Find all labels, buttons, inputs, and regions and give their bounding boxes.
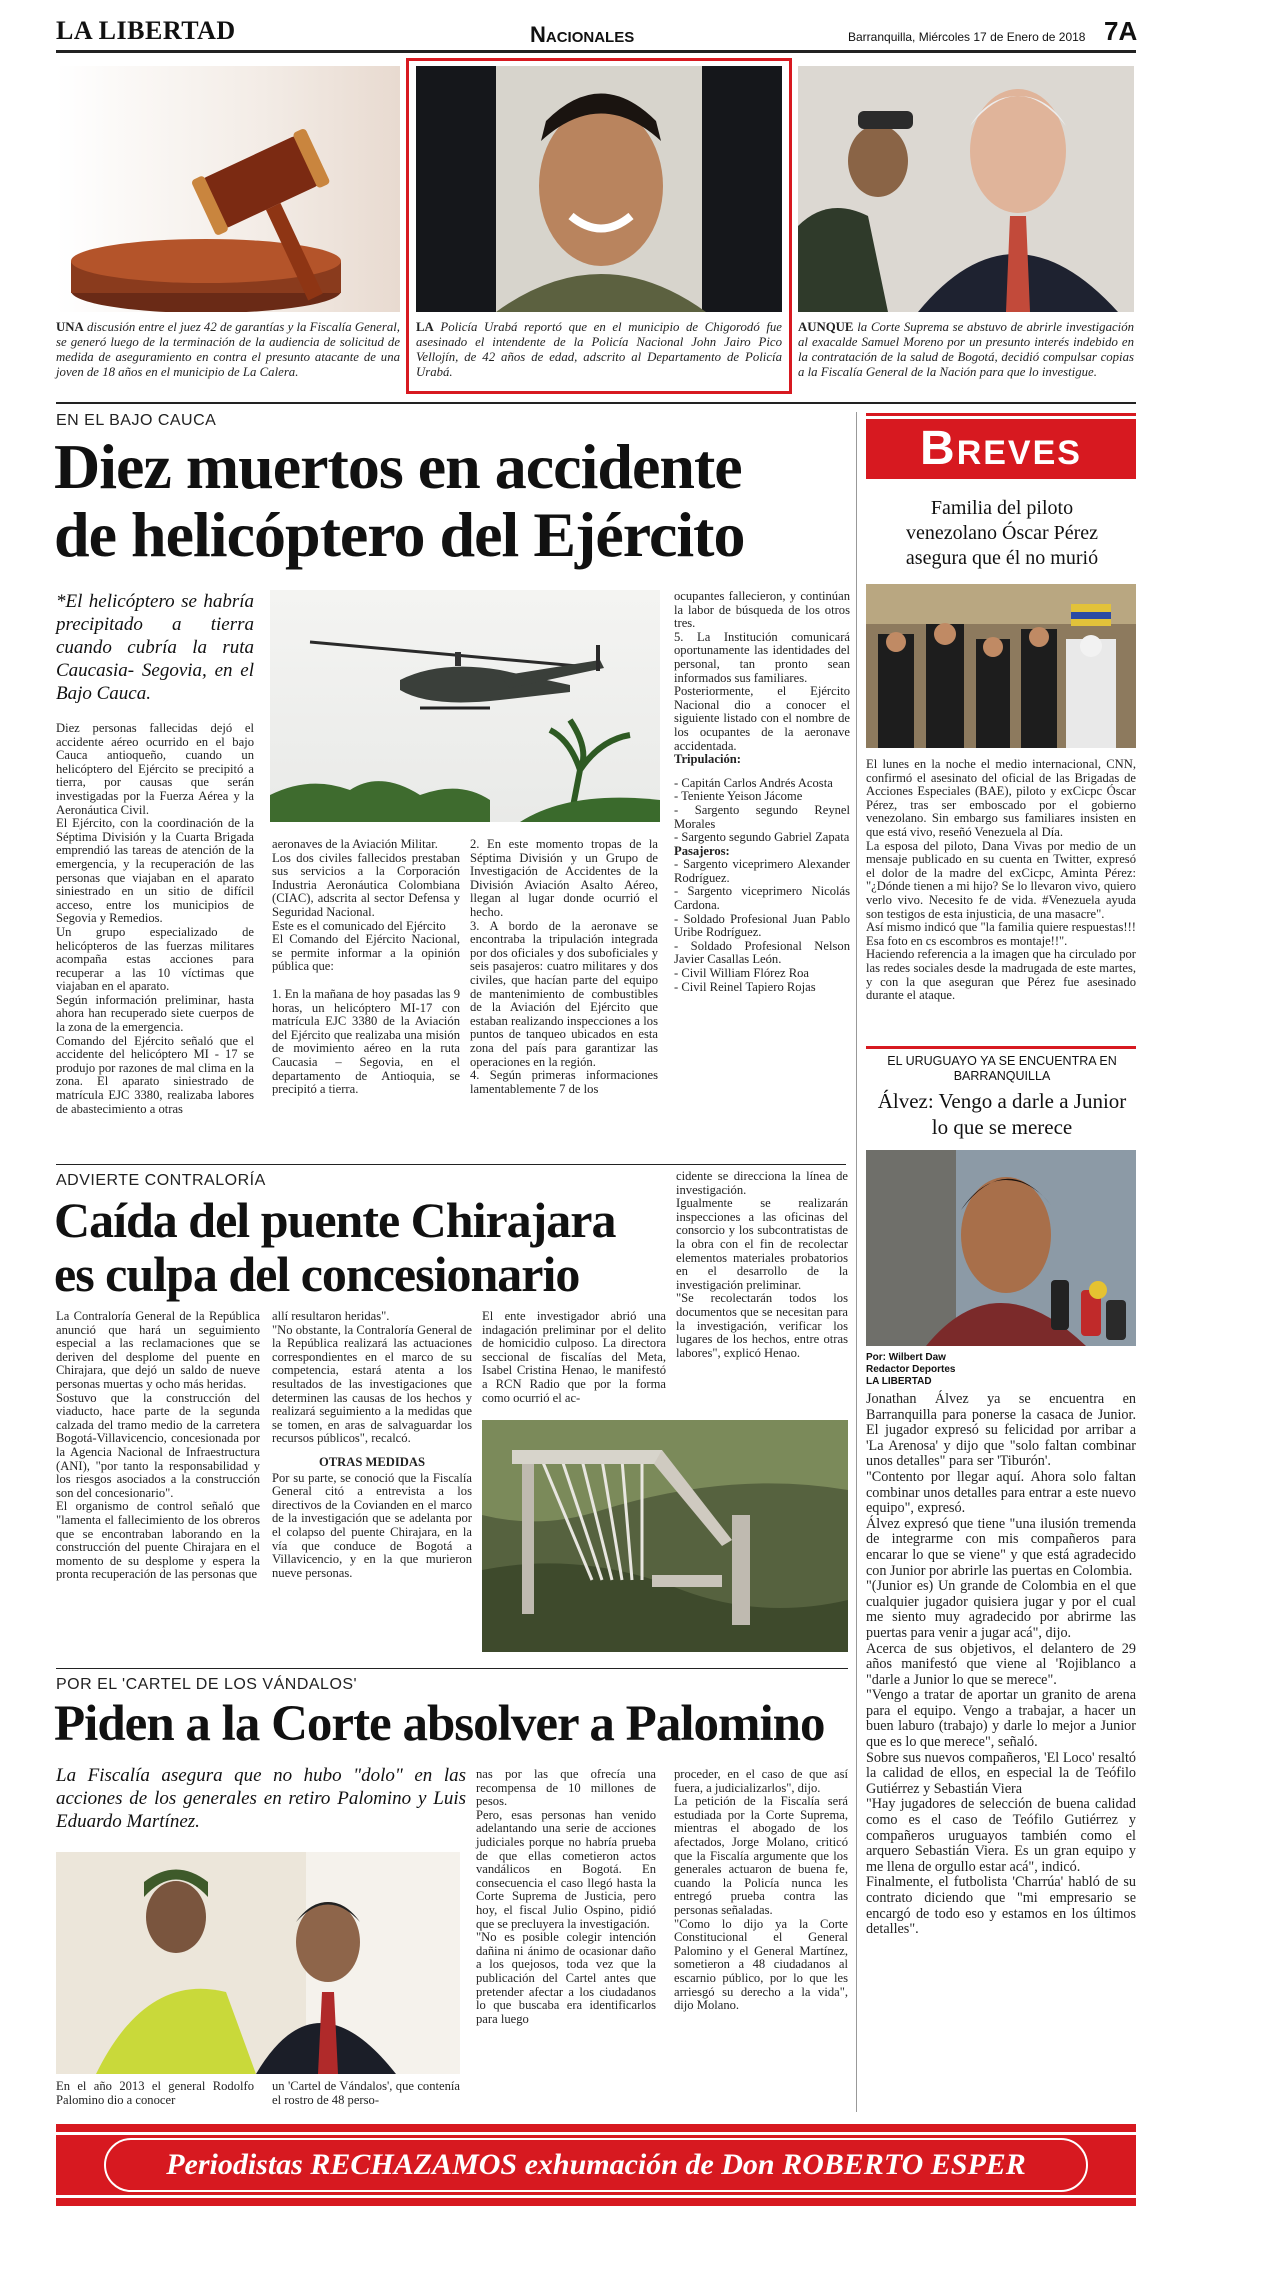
sports-byline-paper: LA LIBERTAD — [866, 1376, 932, 1387]
breves-title: Breves — [920, 422, 1082, 475]
gavel-caption — [56, 320, 400, 380]
story3-col3-p1: nas por las que ofrecía una recompensa de 10 millones de pesos. — [476, 1767, 656, 1809]
story1-crew-1: - Capitán Carlos Andrés Acosta — [674, 775, 833, 790]
story3-kicker: POR EL 'CARTEL DE LOS VÁNDALOS' — [56, 1676, 358, 1693]
sports-kicker: EL URUGUAYO YA SE ENCUENTRA EN BARRANQUILLA — [887, 1054, 1117, 1083]
breves-p3: Así mismo indicó que "la familia quiere respuestas!!! Esa foto en cs escombros es montaje!!". — [866, 920, 1136, 948]
story2-headline-line2: es culpa del concesionario — [54, 1246, 580, 1302]
sports-p2: "Contento por llegar aquí. Ahora solo faltan combinar unos detalles para entrar a este nuevo equipo", expresó. — [866, 1468, 1136, 1517]
gavel-photo — [56, 66, 400, 312]
story2-col3-p1: El ente investigador abrió una indagación preliminar por el delito de homicidio culposo. La directora seccional de fiscalías del Meta, Isabel Cristina Henao, le manifestó a RCN Radio que por la forma como ocurrió el ac- — [482, 1309, 666, 1405]
police-caption — [416, 320, 782, 380]
helicopter-photo — [270, 590, 660, 822]
story3-col1-p1: En el año 2013 el general Rodolfo Palomino dio a conocer — [56, 2079, 254, 2107]
police-caption-lead: LA — [416, 320, 434, 334]
sports-p8: "Hay jugadores de selección de buena calidad como es el caso de Teófilo Gutiérrez y compañeros uruguayos también como el arquero Sebastián Viera. Es un gran equipo y me llena de orgullo estar acá", indicó. — [866, 1796, 1136, 1875]
story3-col3 — [476, 1768, 656, 2026]
sports-p7: Sobre sus nuevos compañeros, 'El Loco' resaltó la calidad de ellos, en especial la de Teófilo Gutiérrez y Sebastián Viera — [866, 1749, 1136, 1797]
story3-col1 — [56, 2080, 254, 2107]
story3-col4 — [674, 1768, 848, 2013]
story1-passenger-4: - Soldado Profesional Nelson Javier Casallas León. — [674, 938, 850, 967]
story1-crew-4: - Sargento segundo Gabriel Zapata — [674, 830, 850, 845]
story2-headline-line1: Caída del puente Chirajara — [54, 1192, 616, 1248]
column-divider — [856, 412, 857, 2112]
story1-col2 — [272, 838, 460, 1097]
story1-col4-p3: Posteriormente, el Ejército Nacional dio a conocer el siguiente listado con el nombre de los ocupantes de la aeronave accidentada. — [674, 684, 850, 753]
story1-crew-3: - Sargento segundo Reynel Morales — [674, 802, 850, 831]
sports-p3: Álvez expresó que tiene "una ilusión tremenda de integrarme con mis compañeros para encarar lo que se viene" y que está agradecido con Junior por abrirle las puertas en Colombia. — [866, 1515, 1136, 1579]
politician-caption-text: la Corte Suprema se abstuvo de abrirle investigación al exacalde Samuel Moreno por un presunto interés indebido en la contratación de la salud de Bogotá, decidió compulsar copias a la Fiscalía General de la Nación para que lo investigue. — [798, 320, 1134, 379]
story1-col1 — [56, 722, 254, 1116]
story3-col3-p3: "No es posible colegir intención dañina ni ánimo de ocasionar daño a los quejosos, toda vez que la publicación del Cartel antes que pretender afectar a los ciudadanos lo que buscaba era identificarlos para luego — [476, 1930, 656, 2026]
story2-subhead: OTRAS MEDIDAS — [318, 1454, 425, 1469]
story2-col1-p3: El organismo de control señaló que "lamenta el fallecimiento de los obreros que se encontraban laborando en la construcción del puente Chirajara en el momento de su desplome y espera la pronta recuperación de las personas que — [56, 1499, 260, 1582]
bridge-collapse-photo — [482, 1420, 848, 1652]
masthead-section: Nacionales — [530, 22, 635, 47]
politician-photo — [798, 66, 1134, 312]
story1-deck: *El helicóptero se habría precipitado a tierra cuando cubría la ruta Caucasia- Segovia, en el Bajo Cauca. — [56, 591, 254, 704]
story2-col2-p1: allí resultaron heridas". — [272, 1309, 390, 1323]
sports-p9: Finalmente, el futbolista 'Charrúa' habló de su contrato diciendo que "mi empresario se encargó de todo eso y estamos en los últimos detalles". — [866, 1874, 1136, 1938]
story2-col2-p3: Por su parte, se conoció que la Fiscalía General citó a entrevista a los directivos de la Covianden en el marco de la investigación que se adelanta por el colapso del puente Chirajara, en la vía que conduce de Bogotá a Villavicencio, y en la que murieron nueve personas. — [272, 1470, 472, 1580]
gavel-icon — [56, 66, 400, 312]
story1-passenger-5: - Civil William Flórez Roa — [674, 966, 809, 981]
story1-bottom-rule — [56, 1164, 846, 1165]
story1-col1-p2: El Ejército, con la coordinación de la Séptima División y la Cuarta Brigada emprendió las tareas de atención de la emergencia, y la recuperación de las personas que viajaban en el aparato siniestrado en un sitio de difícil acceso, entre los municipios de Segovia y Remedios. — [56, 816, 254, 926]
story2-col1 — [56, 1310, 260, 1582]
story1-col2-p2: Los dos civiles fallecidos prestaban sus servicios a la Corporación Industria Aeronáutica Colombiana (CIAC), adscrita al sector Defensa y Seguridad Nacional. — [272, 850, 460, 919]
story3-col3-p2: Pero, esas personas han venido adelantando una serie de acciones judiciales porque no habría prueba de que ellas cometieron actos vandálicos en Bogotá. En consecuencia el caso llegó hasta la Corte Suprema de Justicia, pero hoy, el fiscal Julio Ospino, pidió que se precluyera la investigación. — [476, 1807, 656, 1931]
breves-p2: La esposa del piloto, Dana Vivas por medio de un mensaje publicado en su cuenta en Twitter, expresó el dolor de la madre del exCicpc, Aminta Pérez: "¿Dónde tienen a mi hijo? Se lo llevaron vivo, quiero verlo vivo. Necesito fe de vida. #Venezuela ayuda son testigos de esta injusticia, de una masacre". — [866, 838, 1136, 921]
story2-col1-p2: Sostuvo que la construcción del viaducto, hace parte de la segunda calzada del tramo medio de la carretera Bogotá-Villavicencio, concesionada por la Agencia Nacional de Infraestructura (ANI), "por tanto la responsabilidad y los riesgos asociados a la construcción son del concesionario". — [56, 1390, 260, 1500]
story2-col4 — [676, 1170, 848, 1360]
story1-col3-p1: 2. En este momento tropas de la Séptima División y un Grupo de Investigación de Accidentes de la División Aviación Asalto Aéreo, llegan al lugar donde ocurrió el hecho. — [470, 837, 658, 919]
story3-col4-p2: La petición de la Fiscalía será estudiada por la Corte Suprema, mientras el abogado de los afectados, Jorge Molano, criticó que la Fiscalía argumente que los generales actuaron de buena fe, cuando la Policía nunca les entregó prueba contra las personas señaladas. — [674, 1794, 848, 1917]
story1-col4-p2: 5. La Institución comunicará oportunamente las identidades del personal, tan pronto sean informados sus familiares. — [674, 629, 850, 685]
story1-col4-p1: ocupantes fallecieron, y continúan la labor de búsqueda de los otros tres. — [674, 589, 850, 631]
story2-col4-p2: Igualmente se realizarán inspecciones a las oficinas del consorcio y los subcontratistas de la obra con el fin de recolectar elementos materiales probatorios en el desarrollo de la investigación preliminar. — [676, 1196, 848, 1292]
sports-headline: Álvez: Vengo a darle a Junior lo que se merece — [877, 1089, 1127, 1139]
masthead-rule — [56, 50, 1136, 53]
story1-col1-p4: Según información preliminar, hasta ahora han recuperado siete cuerpos de la zona de la emergencia. — [56, 992, 254, 1035]
sports-p1: Jonathan Álvez ya se encuentra en Barranquilla para ponerse la casaca de Junior. El jugador expresó su felicidad por arribar a 'La Arenosa' y dijo que "solo faltan combinar unos detalles" para ser 'Tiburón'. — [866, 1391, 1136, 1470]
story1-passenger-6: - Civil Reinel Tapiero Rojas — [674, 979, 816, 994]
gavel-caption-lead: UNA — [56, 320, 84, 334]
story2-col2-p2: "No obstante, la Contraloría General de la República realizará las actuaciones correspondientes en el marco de su competencia, estará atenta a los resultados de las investigaciones que determinen las causas de los hechos y realizará seguimiento a la medidas que se tomen, en aras de salvaguardar los recursos públicos", recalcó. — [272, 1322, 472, 1446]
story2-col4-p3: "Se recolectarán todos los documentos que se necesitan para la investigación, verificar los lugares de los hechos, entre otras labores", explicó Henao. — [676, 1291, 848, 1360]
story1-passengers-title: Pasajeros: — [674, 843, 730, 858]
story1-passenger-1: - Sargento viceprimero Alexander Rodríguez. — [674, 857, 850, 885]
breves-body — [866, 758, 1136, 1003]
police-caption-text: Policía Urabá reportó que en el municipio de Chigorodó fue asesinado el intendente de la Policía Nacional John Jairo Pico Vellojín, de 42 años de edad, adscrito al Departamento de Policía Urabá. — [416, 320, 782, 379]
story3-col4-p3: "Como lo dijo ya la Corte Constitucional el General Palomino y el General Martínez, sometieron a 48 ciudadanos al escarnio público, por lo que les arriesgó su derecho a la vida", dijo Molano. — [674, 1916, 848, 2013]
story3-col2 — [272, 2080, 460, 2107]
story1-col3-p2: 3. A bordo de la aeronave se encontraba la tripulación integrada por dos oficiales y dos suboficiales y seis pasajeros: cuatro militares y dos civiles, que hacían parte del equipo de mantenimiento de combustibles de la Aviación del Ejército que estaban realizando inspecciones a los puntos de tanqueo ubicados en esta zona del país para garantizar las operaciones en la región. — [470, 918, 658, 1069]
police-officer-portrait — [416, 66, 782, 312]
sports-p5: Acerca de sus objetivos, el delantero de 29 años manifestó que viene al 'Rojiblanco a "darle a Junior lo que se merece". — [866, 1640, 1136, 1688]
sports-byline-role: Redactor Deportes — [866, 1364, 956, 1375]
sports-p6: "Vengo a tratar de aportar un granito de arena para el equipo. Vengo a trabajar, a hacer un buen laburo (trabajo) y darle lo mejor a Junior que es lo que merece", señaló. — [866, 1687, 1136, 1751]
story3-col2-p1: un 'Cartel de Vándalos', que contenía el rostro de 48 perso- — [272, 2079, 460, 2107]
story1-col2-p3: Este es el comunicado del Ejército — [272, 918, 446, 933]
story1-headline-line2: de helicóptero del Ejército — [54, 499, 745, 570]
masthead-page-number: 7A — [1104, 16, 1138, 46]
masthead-paper: LA LIBERTAD — [56, 16, 236, 45]
story3-col4-p1: proceder, en el caso de que así fuera, a judicializarlos", dijo. — [674, 1767, 848, 1795]
story1-col4 — [674, 590, 850, 994]
story1-col2-p5: 1. En la mañana de hoy pasadas las 9 horas, un helicóptero MI-17 con matrícula EJC 3380 de la Aviación del Ejército que realizaba una misión de movimiento aéreo en la ruta Caucasia – Segovia, en el departamento de Antioquia, se precipitó a tierra. — [272, 986, 460, 1097]
generals-photo — [56, 1852, 460, 2074]
bottom-banner — [56, 2124, 1136, 2206]
story1-col1-p1: Diez personas fallecidas dejó el accidente aéreo ocurrido en el bajo Cauca antioqueño, cuando un helicóptero del Ejército se precipitó a tierra, por causas que serán investigadas por la Fuerza Aérea y la Aeronáutica Civil. — [56, 721, 254, 817]
story1-crew-title: Tripulación: — [674, 752, 741, 767]
story1-col2-p1: aeronaves de la Aviación Militar. — [272, 837, 438, 851]
breves-p1: El lunes en la noche el medio internacional, CNN, confirmó el asesinato del oficial de las Brigadas de Acciones Especiales (BAE), piloto y exCicpc Óscar Pérez, tras ser emboscado por el gobierno venezolano. Sin embargo sus familiares insisten en que está vivo, reseñó Venezuela al Día. — [866, 757, 1136, 839]
sports-p4: "(Junior es) Un grande de Colombia en el que cualquier jugador quisiera jugar y por el cual me siento muy agradecido por abrirme las puertas para venir a jugar acá", dijo. — [866, 1578, 1136, 1641]
sports-byline — [866, 1352, 1136, 1388]
story1-col1-p3: Un grupo especializado de helicópteros de las fuerzas militares acompaña estas acciones para recuperar a las 10 víctimas que viajaban en el aparato. — [56, 924, 254, 994]
story1-headline-line1: Diez muertos en accidente — [54, 431, 742, 502]
story2-col2 — [272, 1310, 472, 1580]
story1-kicker: EN EL BAJO CAUCA — [56, 412, 217, 429]
story2-col1-p1: La Contraloría General de la República anunció que hará un seguimiento especial a las reclamaciones que se deriven del desplome del puente en Chirajara, que dejó un saldo de nueve personas muertas y ocho más heridas. — [56, 1309, 260, 1391]
breves-p4: Haciendo referencia a la imagen que ha circulado por las redes sociales desde la madrugada de este martes, y con la que aseguran que Pérez fue asesinado durante el ataque. — [866, 947, 1136, 1003]
story1-col1-p5: Comando del Ejército señaló que el accidente del helicóptero MI - 17 se produjo por razones de mal clima en la zona. El aparato siniestrado de matrícula EJC 3380, realizaba labores de abastecimiento a otras — [56, 1033, 254, 1116]
story2-kicker: ADVIERTE CONTRALORÍA — [56, 1172, 266, 1189]
gavel-caption-text: discusión entre el juez 42 de garantías y la Fiscalía General, se generó luego de la terminación de la audiencia de solicitud de medida de aseguramiento en contra el presunto atacante de una joven de 18 años en el municipio de La Calera. — [56, 320, 400, 379]
story2-bottom-rule — [56, 1668, 848, 1669]
story1-col2-p4: El Comando del Ejército Nacional, se permite informar a la opinión pública que: — [272, 932, 460, 974]
story1-col3-p3: 4. Según primeras informaciones lamentablemente 7 de los — [470, 1068, 658, 1096]
bottom-banner-stripe-top — [56, 2132, 1136, 2135]
politician-caption-lead: AUNQUE — [798, 320, 854, 334]
sports-byline-author: Por: Wilbert Daw — [866, 1352, 946, 1363]
sports-red-rule — [866, 1046, 1136, 1049]
politician-caption — [798, 320, 1134, 380]
story2-col4-p1: cidente se direcciona la línea de investigación. — [676, 1169, 848, 1197]
story1-passenger-3: - Soldado Profesional Juan Pablo Uribe Rodríguez. — [674, 911, 850, 940]
story1-passenger-2: - Sargento viceprimero Nicolás Cardona. — [674, 884, 850, 913]
alvez-photo — [866, 1150, 1136, 1346]
story1-col3 — [470, 838, 658, 1096]
masthead-dateline: Barranquilla, Miércoles 17 de Enero de 2018 — [848, 30, 1086, 44]
story3-headline: Piden a la Corte absolver a Palomino — [54, 1696, 825, 1752]
bottom-banner-text: Periodistas RECHAZAMOS exhumación de Don ROBERTO ESPER — [166, 2148, 1026, 2181]
story1-crew-2: - Teniente Yeison Jácome — [674, 789, 803, 804]
story3-deck: La Fiscalía asegura que no hubo "dolo" en las acciones de los generales en retiro Palomino y Luis Eduardo Martínez. — [56, 1765, 466, 1832]
breves-headline: Familia del piloto venezolano Óscar Pérez asegura que él no murió — [905, 497, 1099, 569]
breves-banner — [866, 416, 1136, 479]
venezuela-raid-photo — [866, 584, 1136, 748]
top-section-rule — [56, 402, 1136, 404]
sports-body — [866, 1392, 1136, 1938]
bottom-banner-stripe-bottom — [56, 2195, 1136, 2198]
story2-col3 — [482, 1310, 666, 1405]
